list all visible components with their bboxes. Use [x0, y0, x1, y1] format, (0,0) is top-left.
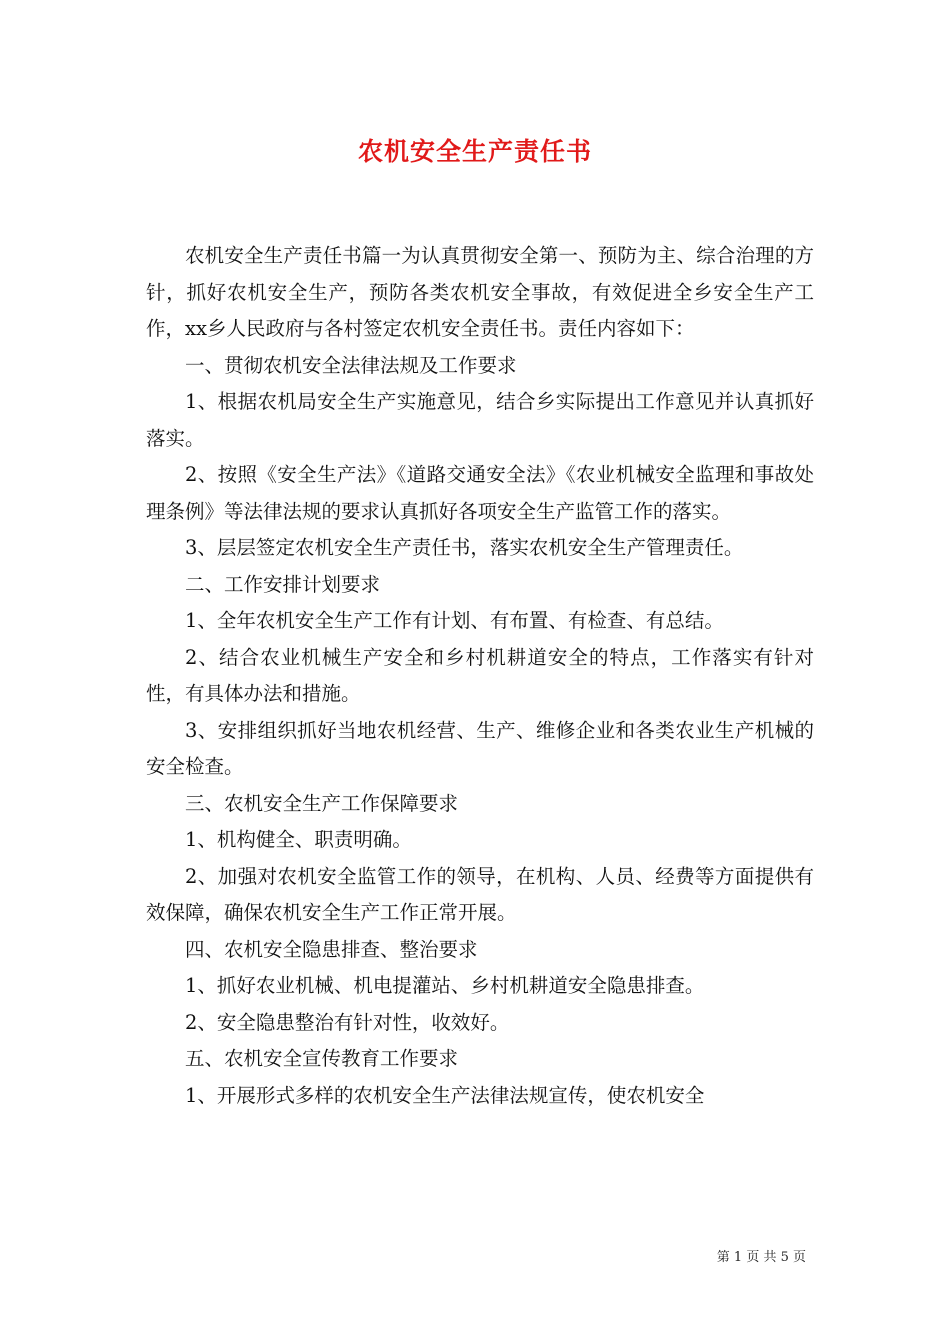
- list-item: 1、全年农机安全生产工作有计划、有布置、有检查、有总结。: [185, 609, 724, 632]
- list-item: 3、层层签定农机安全生产责任书，落实农机安全生产管理责任。: [185, 536, 744, 559]
- list-item: 2、安全隐患整治有针对性，收效好。: [185, 1010, 510, 1034]
- list-item: 1、开展形式多样的农机安全生产法律法规宣传，使农机安全: [185, 1083, 705, 1107]
- section-heading-3: 三、农机安全生产工作保障要求: [185, 791, 459, 815]
- section-heading-2: 二、工作安排计划要求: [185, 572, 381, 596]
- list-item: 3、安排组织抓好当地农机经营、生产、维修企业和各类农业生产机械的安全检查。: [146, 718, 814, 778]
- list-item: 2、结合农业机械生产安全和乡村机耕道安全的特点，工作落实有针对性，有具体办法和措施。: [146, 645, 814, 705]
- document-body: [146, 238, 814, 1114]
- page-number: 第 1 页 共 5 页: [716, 1250, 806, 1265]
- list-item: 2、按照《安全生产法》《道路交通安全法》《农业机械安全监理和事故处理条例》等法律法规的要求认真抓好各项安全生产监管工作的落实。: [146, 463, 814, 523]
- document-title: 农机安全生产责任书: [357, 137, 592, 166]
- list-item: 1、根据农机局安全生产实施意见，结合乡实际提出工作意见并认真抓好落实。: [146, 390, 814, 450]
- list-item: 2、加强对农机安全监管工作的领导，在机构、人员、经费等方面提供有效保障，确保农机安全生产工作正常开展。: [146, 864, 814, 924]
- section-heading-5: 五、农机安全宣传教育工作要求: [185, 1047, 459, 1070]
- section-heading-1: 一、贯彻农机安全法律法规及工作要求: [185, 353, 517, 377]
- list-item: 1、抓好农业机械、机电提灌站、乡村机耕道安全隐患排查。: [185, 974, 705, 997]
- paragraph-intro: 农机安全生产责任书篇一为认真贯彻安全第一、预防为主、综合治理的方针，抓好农机安全生产，预防各类农机安全事故，有效促进全乡安全生产工作，xx乡人民政府与各村签定农机安全责任书。责任内容如下：: [146, 244, 814, 340]
- section-heading-4: 四、农机安全隐患排查、整治要求: [185, 937, 478, 961]
- list-item: 1、机构健全、职责明确。: [185, 828, 412, 851]
